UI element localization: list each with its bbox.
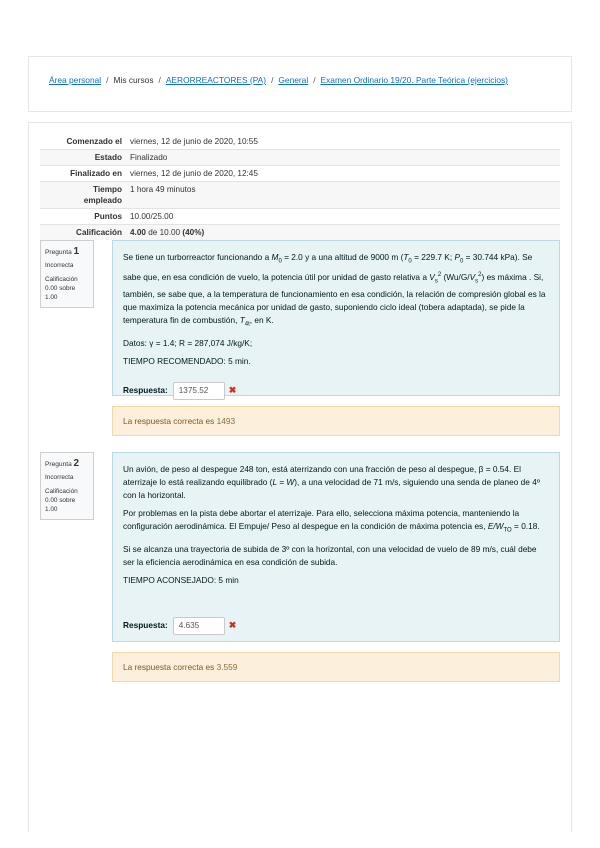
summary-value: Finalizado <box>126 150 560 166</box>
question-2-feedback <box>112 652 560 682</box>
summary-value: viernes, 12 de junio de 2020, 12:45 <box>126 166 560 182</box>
question-time: TIEMPO ACONSEJADO: 5 min <box>123 574 239 585</box>
grade-value: 4.00 <box>130 228 146 237</box>
breadcrumb: Área personal / Mis cursos / AERORREACTORES (PA) / General / Examen Ordinario 19/20. Parte Teórica (ejercicios) <box>49 75 508 85</box>
question-text: Se tiene un turborreactor funcionando a $M_0 = 2.0$ y a una altitud de 9000 m ($T_0 = 229.7$ K; $P_0 = 30.744$ kPa). Se sabe que, en esa condición de vuelo, la potencia útil por unidad de gasto relativa a $V_s^2$ $(Wu/G/V_s^2)$ es máxima . Si, también, se sabe que, a la temperatura de funcionamiento en esa condición, la relación de compresión global es la que maximiza la potencia mecánica por unidad de gasto, suponiendo ciclo ideal (tobera adaptada), se pide la temperatura fin de combustión, $T_{4t}$, en K. <box>123 252 546 328</box>
feedback-prefix: La respuesta correcta es <box>123 662 215 672</box>
summary-value: 10.00/25.00 <box>126 209 560 225</box>
grade-percent: (40%) <box>182 228 205 237</box>
breadcrumb-course-link[interactable]: AERORREACTORES (PA) <box>165 75 267 85</box>
question-grade: Calificación 0.00 sobre 1.00 <box>45 488 78 513</box>
question-state: Incorrecta <box>45 262 74 269</box>
summary-row-finished <box>40 166 560 182</box>
summary-label: Finalizado en <box>40 166 126 182</box>
feedback-prefix: La respuesta correcta es <box>123 416 215 426</box>
summary-row-time-taken <box>40 182 560 209</box>
breadcrumb-home-link[interactable]: Área personal <box>49 75 102 85</box>
question-2-info <box>40 452 94 520</box>
question-time: TIEMPO RECOMENDADO: 5 min. <box>123 355 251 366</box>
summary-label: Estado <box>40 150 126 166</box>
question-1-formulation <box>112 240 560 396</box>
summary-value: viernes, 12 de junio de 2020, 10:55 <box>130 137 258 146</box>
summary-value <box>126 225 560 241</box>
answer-row <box>123 617 549 635</box>
question-1-info <box>40 240 94 308</box>
summary-label-line1: Tiempo <box>93 185 122 194</box>
breadcrumb-section-link[interactable]: General <box>278 75 309 85</box>
question-number: 1 <box>73 246 80 257</box>
question-2-formulation <box>112 452 560 642</box>
question-data: Datos: γ = 1.4; R = 287,074 J/kg/K; <box>123 337 253 348</box>
question-prefix: Pregunta <box>45 461 72 468</box>
question-state: Incorrecta <box>45 474 74 481</box>
incorrect-icon: ✖ <box>228 620 237 631</box>
summary-row-started <box>40 134 560 150</box>
summary-row-points <box>40 209 560 225</box>
grade-rest: de 10.00 <box>148 228 181 237</box>
question-grade: Calificación 0.00 sobre 1.00 <box>45 276 78 301</box>
breadcrumb-courses: Mis cursos <box>113 75 154 85</box>
answer-label: Respuesta: <box>123 620 168 631</box>
incorrect-icon: ✖ <box>228 385 237 396</box>
question-text-3: Si se alcanza una trayectoria de subida de 3º con la horizontal, con una velocidad de vuelo de 89 m/s, cuál debe ser la eficiencia aerodinámica en esa condición de subida. <box>123 543 537 567</box>
breadcrumb-quiz-link[interactable]: Examen Ordinario 19/20. Parte Teórica (ejercicios) <box>320 75 508 85</box>
breadcrumb-card <box>28 56 572 112</box>
summary-value: 1 hora 49 minutos <box>126 182 560 209</box>
summary-label: Calificación <box>40 225 126 241</box>
answer-input[interactable]: 4.635 <box>173 617 225 635</box>
summary-label-line2: empleado <box>83 196 122 205</box>
answer-input[interactable]: 1375.52 <box>173 382 225 400</box>
question-number: 2 <box>73 458 80 469</box>
question-1-feedback <box>112 406 560 436</box>
summary-row-grade <box>40 225 560 241</box>
question-prefix: Pregunta <box>45 249 72 256</box>
correct-answer: 3.559 <box>216 662 238 672</box>
question-text: Un avión, de peso al despegue 248 ton, está aterrizando con una fracción de peso al despegue, β = 0.54. El aterrizaje lo está realizando equilibrado (L = W), a una velocidad de 71 m/s, siguiendo una senda de planeo de 4º con la horizontal. <box>123 464 540 500</box>
attempt-summary-table <box>40 134 560 240</box>
summary-row-state <box>40 150 560 166</box>
correct-answer: 1493 <box>216 416 236 426</box>
answer-row <box>123 382 549 400</box>
summary-label: Comenzado el <box>66 137 122 146</box>
summary-label <box>40 182 126 209</box>
answer-label: Respuesta: <box>123 385 168 396</box>
question-text-2: Por problemas en la pista debe abortar el aterrizaje. Para ello, selecciona máxima potencia, manteniendo la configuración aerodinámica. El Empuje/ Peso al despegue en la condición de máxima potencia es, $E/W_{TO} = 0.18$. <box>123 508 540 534</box>
summary-label: Puntos <box>40 209 126 225</box>
